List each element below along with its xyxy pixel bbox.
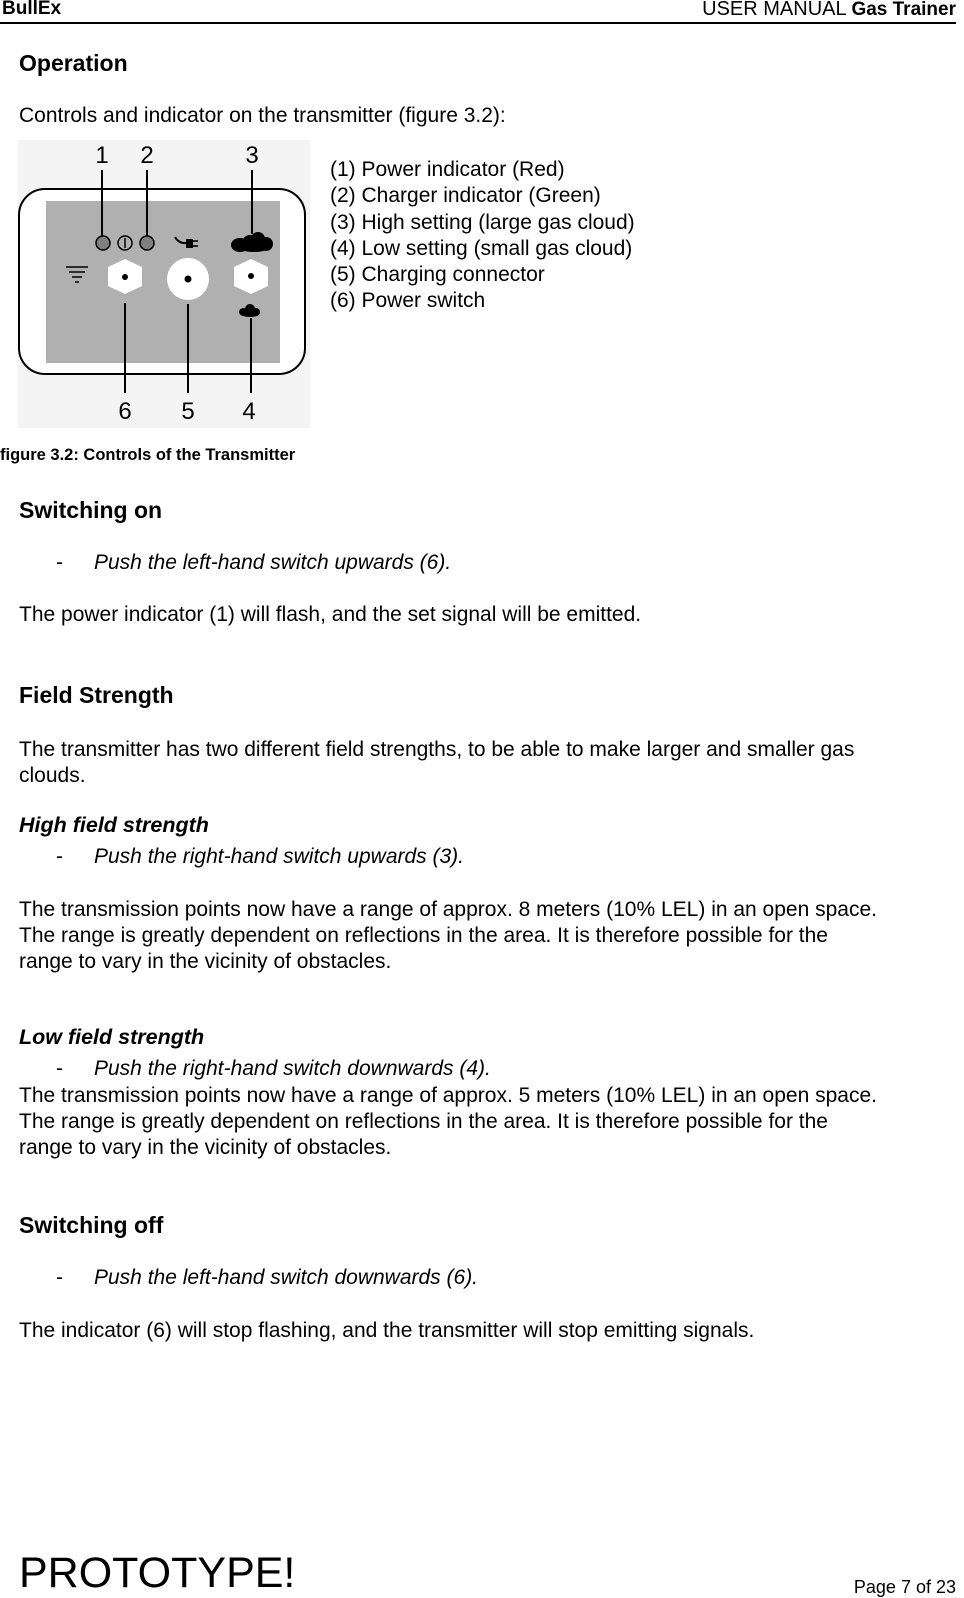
switching-off-result: The indicator (6) will stop flashing, and the transmitter will stop emitting signals. — [19, 1319, 755, 1342]
power-indicator-led-icon — [96, 236, 110, 250]
section-title-operation: Operation — [19, 50, 128, 76]
header-divider — [0, 22, 956, 24]
header-manual-label: USER MANUAL — [702, 0, 846, 20]
switching-on-result: The power indicator (1) will flash, and the set signal will be emitted. — [19, 603, 642, 626]
figure-caption: figure 3.2: Controls of the Transmitter — [0, 446, 296, 464]
bullet-dash: - — [56, 1266, 63, 1289]
callout-number-1: 1 — [95, 142, 109, 169]
legend-item-power-switch: (6) Power switch — [330, 289, 486, 313]
bullet-dash: - — [56, 551, 63, 574]
legend-item-power-indicator: (1) Power indicator (Red) — [330, 158, 565, 181]
page-number: Page 7 of 23 — [853, 1577, 956, 1597]
transmitter-controls-figure — [18, 140, 310, 428]
section-title-switching-on: Switching on — [19, 497, 163, 523]
low-field-text-line-1: The transmission points now have a range of approx. 5 meters (10% LEL) in an open space. — [19, 1084, 877, 1107]
high-field-step: Push the right-hand switch upwards (3). — [94, 845, 465, 868]
bullet-dash: - — [56, 1057, 63, 1080]
switching-on-step: Push the left-hand switch upwards (6). — [94, 551, 452, 574]
bullet-dash: - — [56, 845, 63, 868]
prototype-stamp: PROTOTYPE! — [19, 1549, 296, 1597]
field-strength-intro-line-1: The transmitter has two different field strengths, to be able to make larger and smaller gas — [19, 738, 855, 761]
callout-number-6: 6 — [118, 398, 132, 425]
charging-connector[interactable] — [167, 258, 209, 300]
legend-item-low-setting: (4) Low setting (small gas cloud) — [330, 236, 633, 260]
header-document-title — [702, 0, 956, 21]
legend-item-charging-connector: (5) Charging connector — [330, 263, 545, 287]
field-strength-intro-line-2: clouds. — [19, 764, 86, 787]
section-title-field-strength: Field Strength — [19, 682, 174, 708]
high-field-text-line-3: range to vary in the vicinity of obstacles. — [19, 950, 392, 973]
subsection-title-high-field: High field strength — [19, 813, 209, 837]
low-field-text-line-2: The range is greatly dependent on reflections in the area. It is therefore possible for the — [19, 1110, 828, 1133]
switching-off-step: Push the left-hand switch downwards (6). — [94, 1266, 479, 1289]
legend-item-high-setting: (3) High setting (large gas cloud) — [330, 210, 635, 234]
subsection-title-low-field: Low field strength — [19, 1025, 205, 1049]
figure-legend — [330, 157, 635, 315]
low-field-step: Push the right-hand switch downwards (4). — [94, 1057, 491, 1080]
low-field-text-line-3: range to vary in the vicinity of obstacles. — [19, 1136, 392, 1159]
operation-intro: Controls and indicator on the transmitter (figure 3.2): — [19, 104, 506, 127]
high-field-text-line-1: The transmission points now have a range of approx. 8 meters (10% LEL) in an open space. — [19, 898, 877, 921]
high-field-text-line-2: The range is greatly dependent on reflections in the area. It is therefore possible for the — [19, 924, 828, 947]
legend-item-charger-indicator: (2) Charger indicator (Green) — [330, 184, 601, 208]
callout-number-5: 5 — [181, 398, 195, 425]
callout-number-4: 4 — [242, 398, 256, 425]
charger-indicator-led-icon — [140, 236, 154, 250]
callout-number-3: 3 — [245, 142, 259, 169]
header-product-name: BullEx — [2, 0, 62, 19]
header-product-title: Gas Trainer — [851, 0, 956, 20]
section-title-switching-off: Switching off — [19, 1212, 164, 1238]
callout-number-2: 2 — [140, 142, 154, 169]
